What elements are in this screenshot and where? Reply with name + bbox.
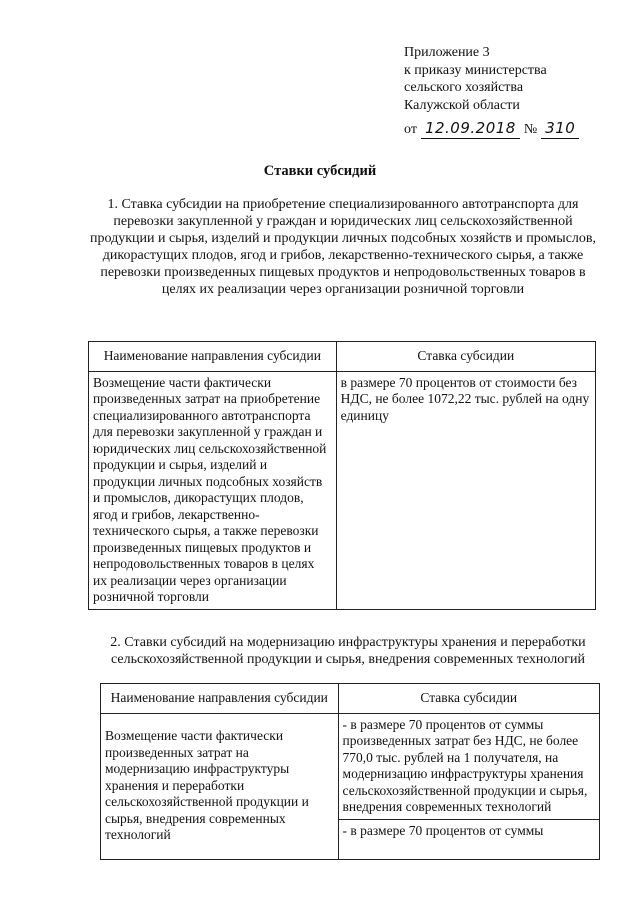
column-header-direction: Наименование направления субсидии <box>89 342 337 372</box>
column-header-direction: Наименование направления субсидии <box>101 684 339 714</box>
order-reference <box>404 120 579 139</box>
rate-text: - в размере 70 процентов от суммы <box>342 822 544 838</box>
appendix-block <box>404 44 579 139</box>
order-number-label: № <box>523 122 538 137</box>
order-date: 12.09.2018 <box>421 120 520 139</box>
direction-cell: Возмещение части фактически произведенных затрат на приобретение специализированного автотранспорта для перевозки закупленной у граждан и юридических лиц сельскохозяйственной продукции и сырья, изделий и продукции личных подсобных хозяйств и промыслов, дикорастущих плодов, ягод и грибов, лекарственно-технического сырья, а также перевозки произведенных пищевых продуктов и непродовольственных товаров в целях их реализации через организации розничной торговли <box>89 371 337 609</box>
table-header-row <box>101 684 600 714</box>
order-prefix: от <box>404 122 417 137</box>
rate-cell: в размере 70 процентов от стоимости без НДС, не более 1072,22 тыс. рублей на одну единицу <box>336 371 595 609</box>
subsidy-table-2 <box>100 683 600 860</box>
direction-cell: Возмещение части фактически произведенных затрат на модернизацию инфраструктуры хранения и переработки сельскохозяйственной продукции и сырья, внедрения современных технологий <box>101 713 339 859</box>
column-header-rate: Ставка субсидии <box>338 684 599 714</box>
table-row <box>101 713 600 819</box>
rate-cell <box>338 819 599 859</box>
column-header-rate: Ставка субсидии <box>336 342 595 372</box>
appendix-line: Калужской области <box>404 97 520 113</box>
appendix-line: к приказу министерства <box>404 62 547 78</box>
order-number: 310 <box>541 120 579 139</box>
table-header-row <box>89 342 596 372</box>
subsidy-table-1 <box>88 341 596 610</box>
rate-cell: - в размере 70 процентов от суммы произведенных затрат без НДС, не более 770,0 тыс. рублей на 1 получателя, на модернизацию инфраструктуры хранения сельскохозяйственной продукции и сырья, внедрения современных технологий <box>338 713 599 819</box>
section-1-heading: 1. Ставка субсидии на приобретение специализированного автотранспорта для перевозки закупленной у граждан и юридических лиц сельскохозяйственной продукции и сырья, изделий и продукции личных подсобных хозяйств и промыслов, дикорастущих плодов, ягод и грибов, лекарственно-технического сырья, а также перевозки произведенных пищевых продуктов и непродовольственных товаров в целях их реализации через организации розничной торговли <box>89 197 597 297</box>
appendix-line: Приложение 3 <box>404 45 490 60</box>
document-title: Ставки субсидий <box>263 163 377 179</box>
section-2-heading: 2. Ставки субсидий на модернизацию инфраструктуры хранения и переработки сельскохозяйственной продукции и сырья, внедрения современных технологий <box>110 635 586 667</box>
table-row <box>89 371 596 609</box>
appendix-line: сельского хозяйства <box>404 80 524 95</box>
